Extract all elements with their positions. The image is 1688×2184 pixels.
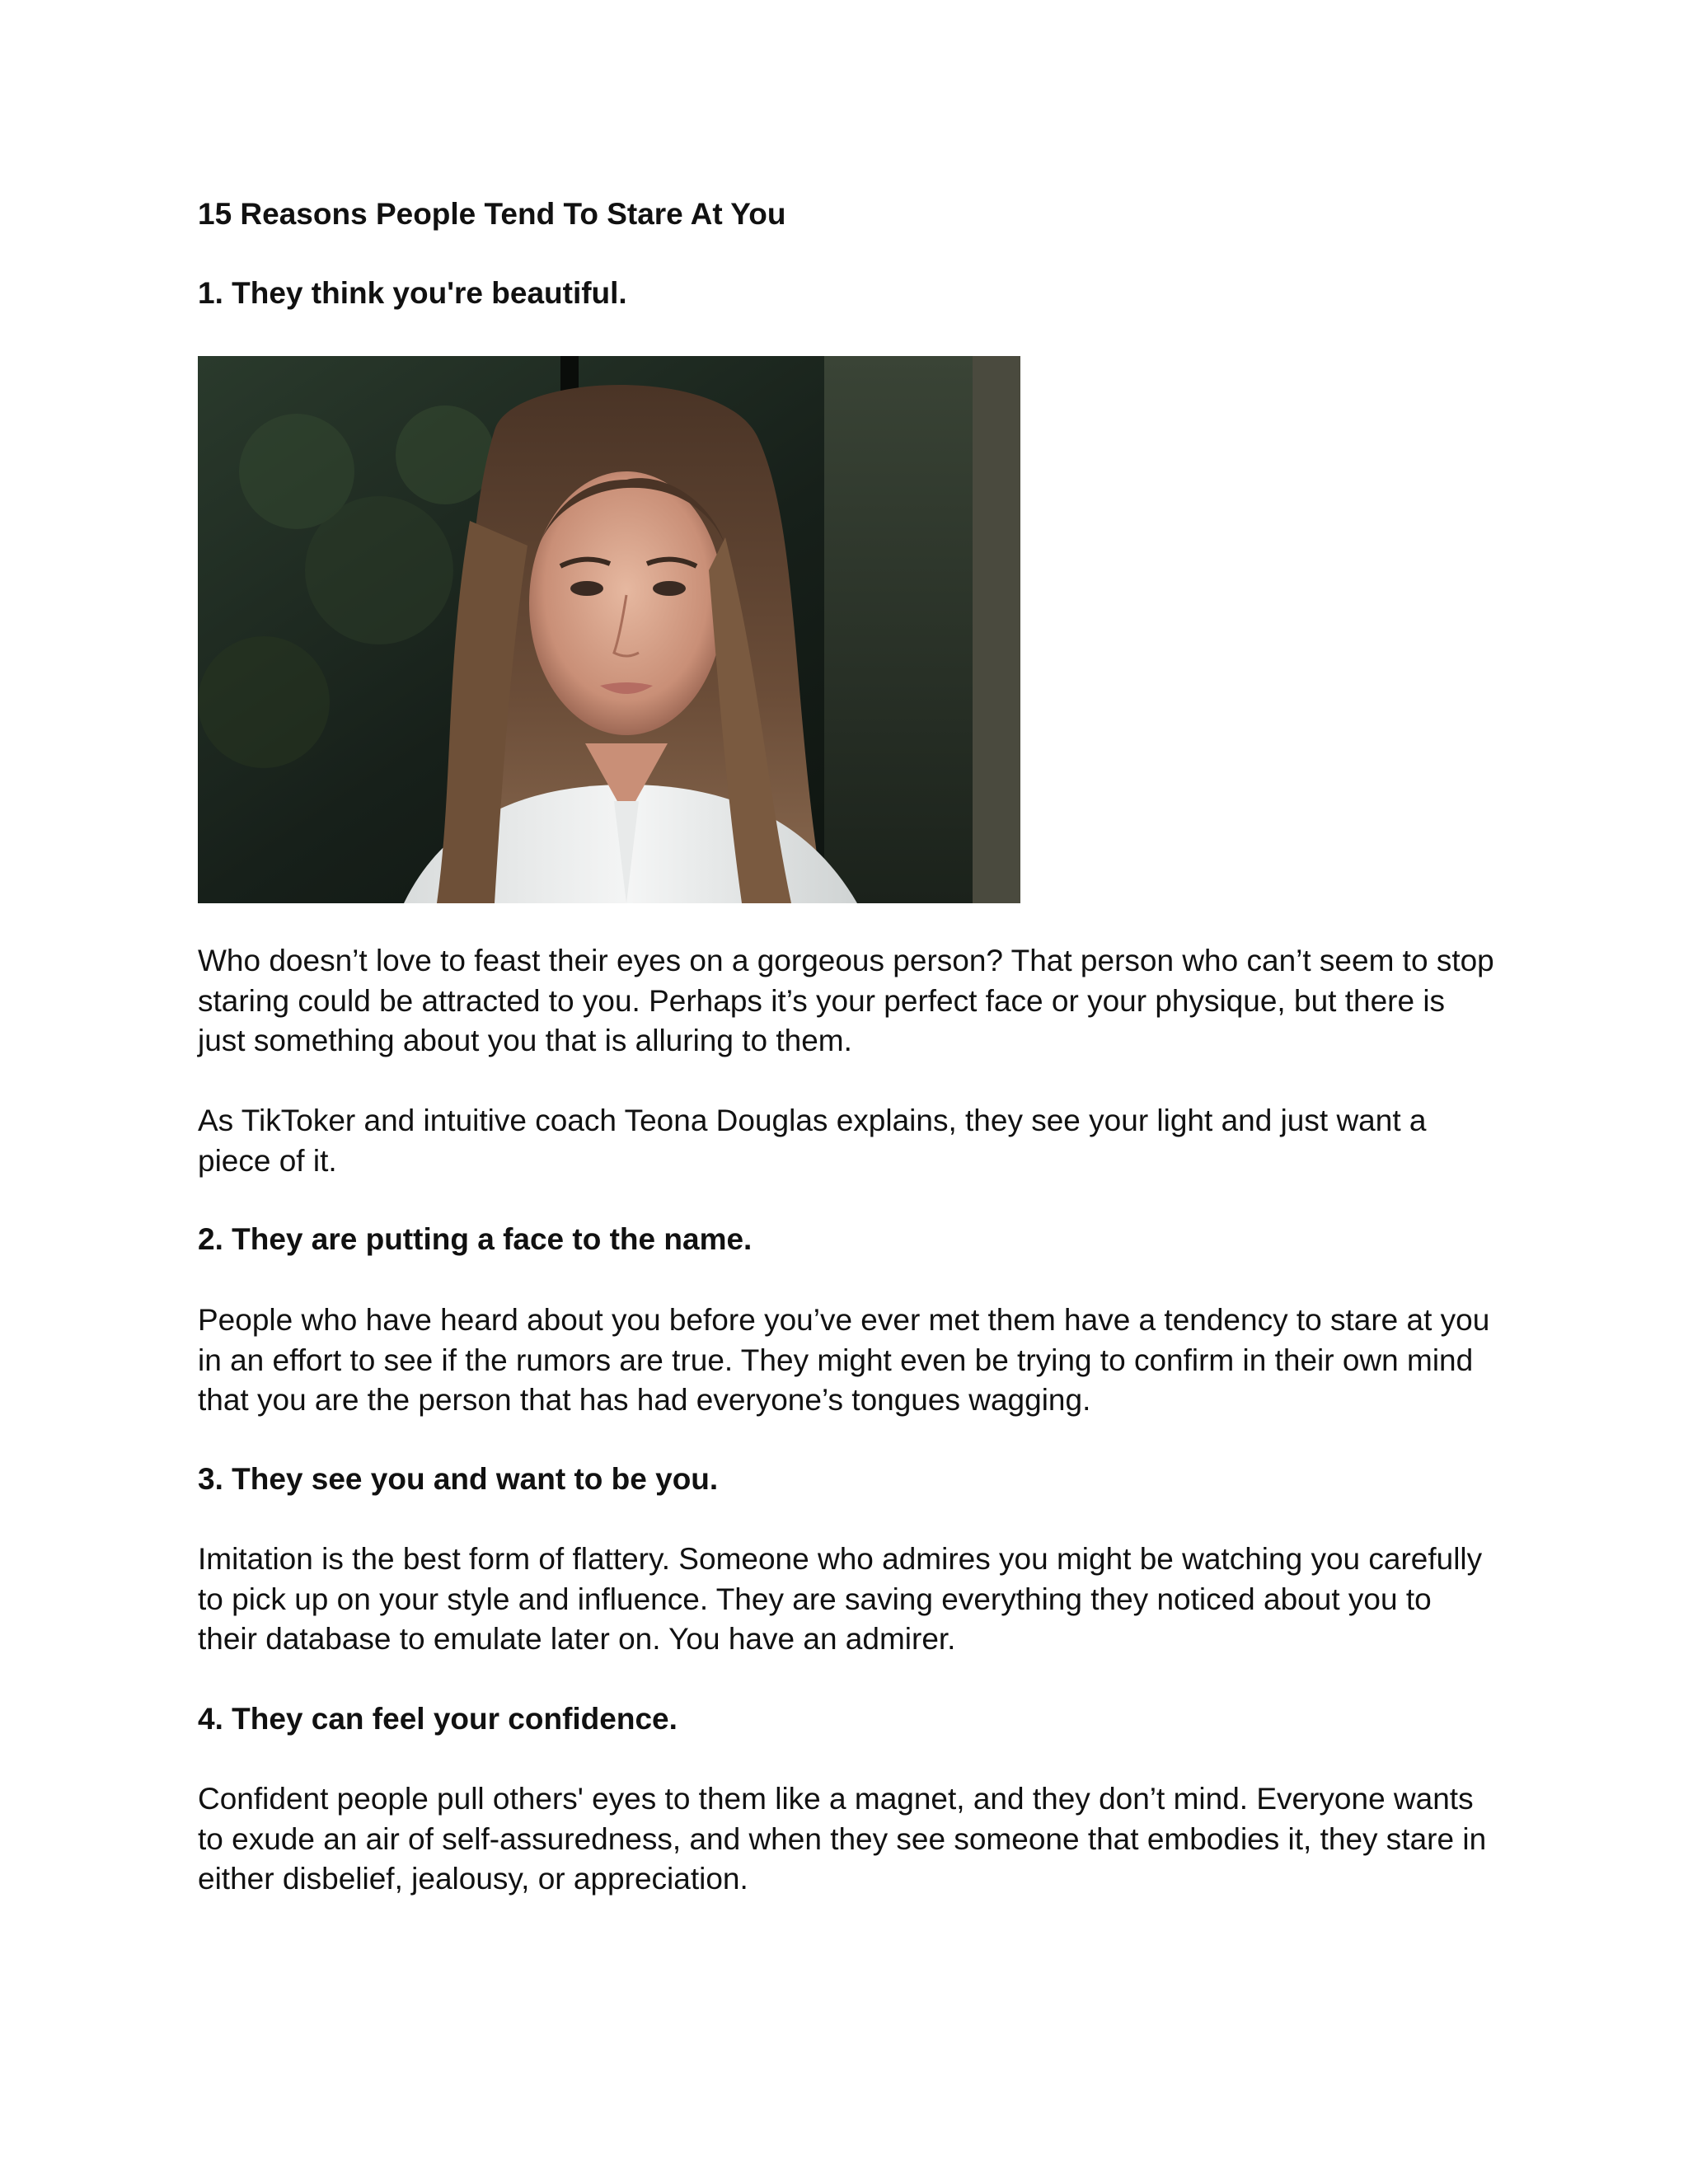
text-line: Imitation is the best form of flattery. Someone who admires you might be watching you carefully	[198, 1542, 1483, 1576]
text-line: staring could be attracted to you. Perhaps it’s your perfect face or your physique, but there is	[198, 983, 1446, 1018]
paragraph	[198, 1779, 1517, 1900]
paragraph	[198, 1101, 1517, 1181]
text-line: As TikToker and intuitive coach Teona Douglas explains, they see your light and just want a	[198, 1104, 1427, 1137]
page-title: 15 Reasons People Tend To Stare At You	[198, 197, 786, 231]
section-heading-4: 4. They can feel your confidence.	[198, 1702, 678, 1736]
text-line: People who have heard about you before you’ve ever met them have a tendency to stare at you	[198, 1303, 1490, 1337]
text-line: in an effort to see if the rumors are true. They might even be trying to confirm in their own mind	[198, 1343, 1474, 1377]
text-line: just something about you that is alluring to them.	[198, 1024, 852, 1057]
text-line: their database to emulate later on. You have an admirer.	[198, 1622, 956, 1656]
text-line: that you are the person that has had everyone’s tongues wagging.	[198, 1383, 1091, 1417]
paragraph	[198, 941, 1517, 1062]
text-line: to pick up on your style and influence. They are saving everything they noticed about you to	[198, 1582, 1432, 1616]
section-heading-3: 3. They see you and want to be you.	[198, 1462, 719, 1496]
text-line: Confident people pull others' eyes to them like a magnet, and they don’t mind. Everyone wants	[198, 1782, 1474, 1816]
text-line: piece of it.	[198, 1143, 337, 1178]
section-heading-1: 1. They think you're beautiful.	[198, 276, 627, 310]
text-line: either disbelief, jealousy, or appreciation.	[198, 1862, 748, 1896]
paragraph	[198, 1301, 1517, 1421]
section-heading-2: 2. They are putting a face to the name.	[198, 1222, 753, 1256]
text-line: to exude an air of self-assuredness, and when they see someone that embodies it, they stare in	[198, 1821, 1487, 1856]
paragraph	[198, 1540, 1517, 1660]
portrait-photo	[198, 356, 1020, 903]
text-line: Who doesn’t love to feast their eyes on a gorgeous person? That person who can’t seem to stop	[198, 944, 1494, 977]
